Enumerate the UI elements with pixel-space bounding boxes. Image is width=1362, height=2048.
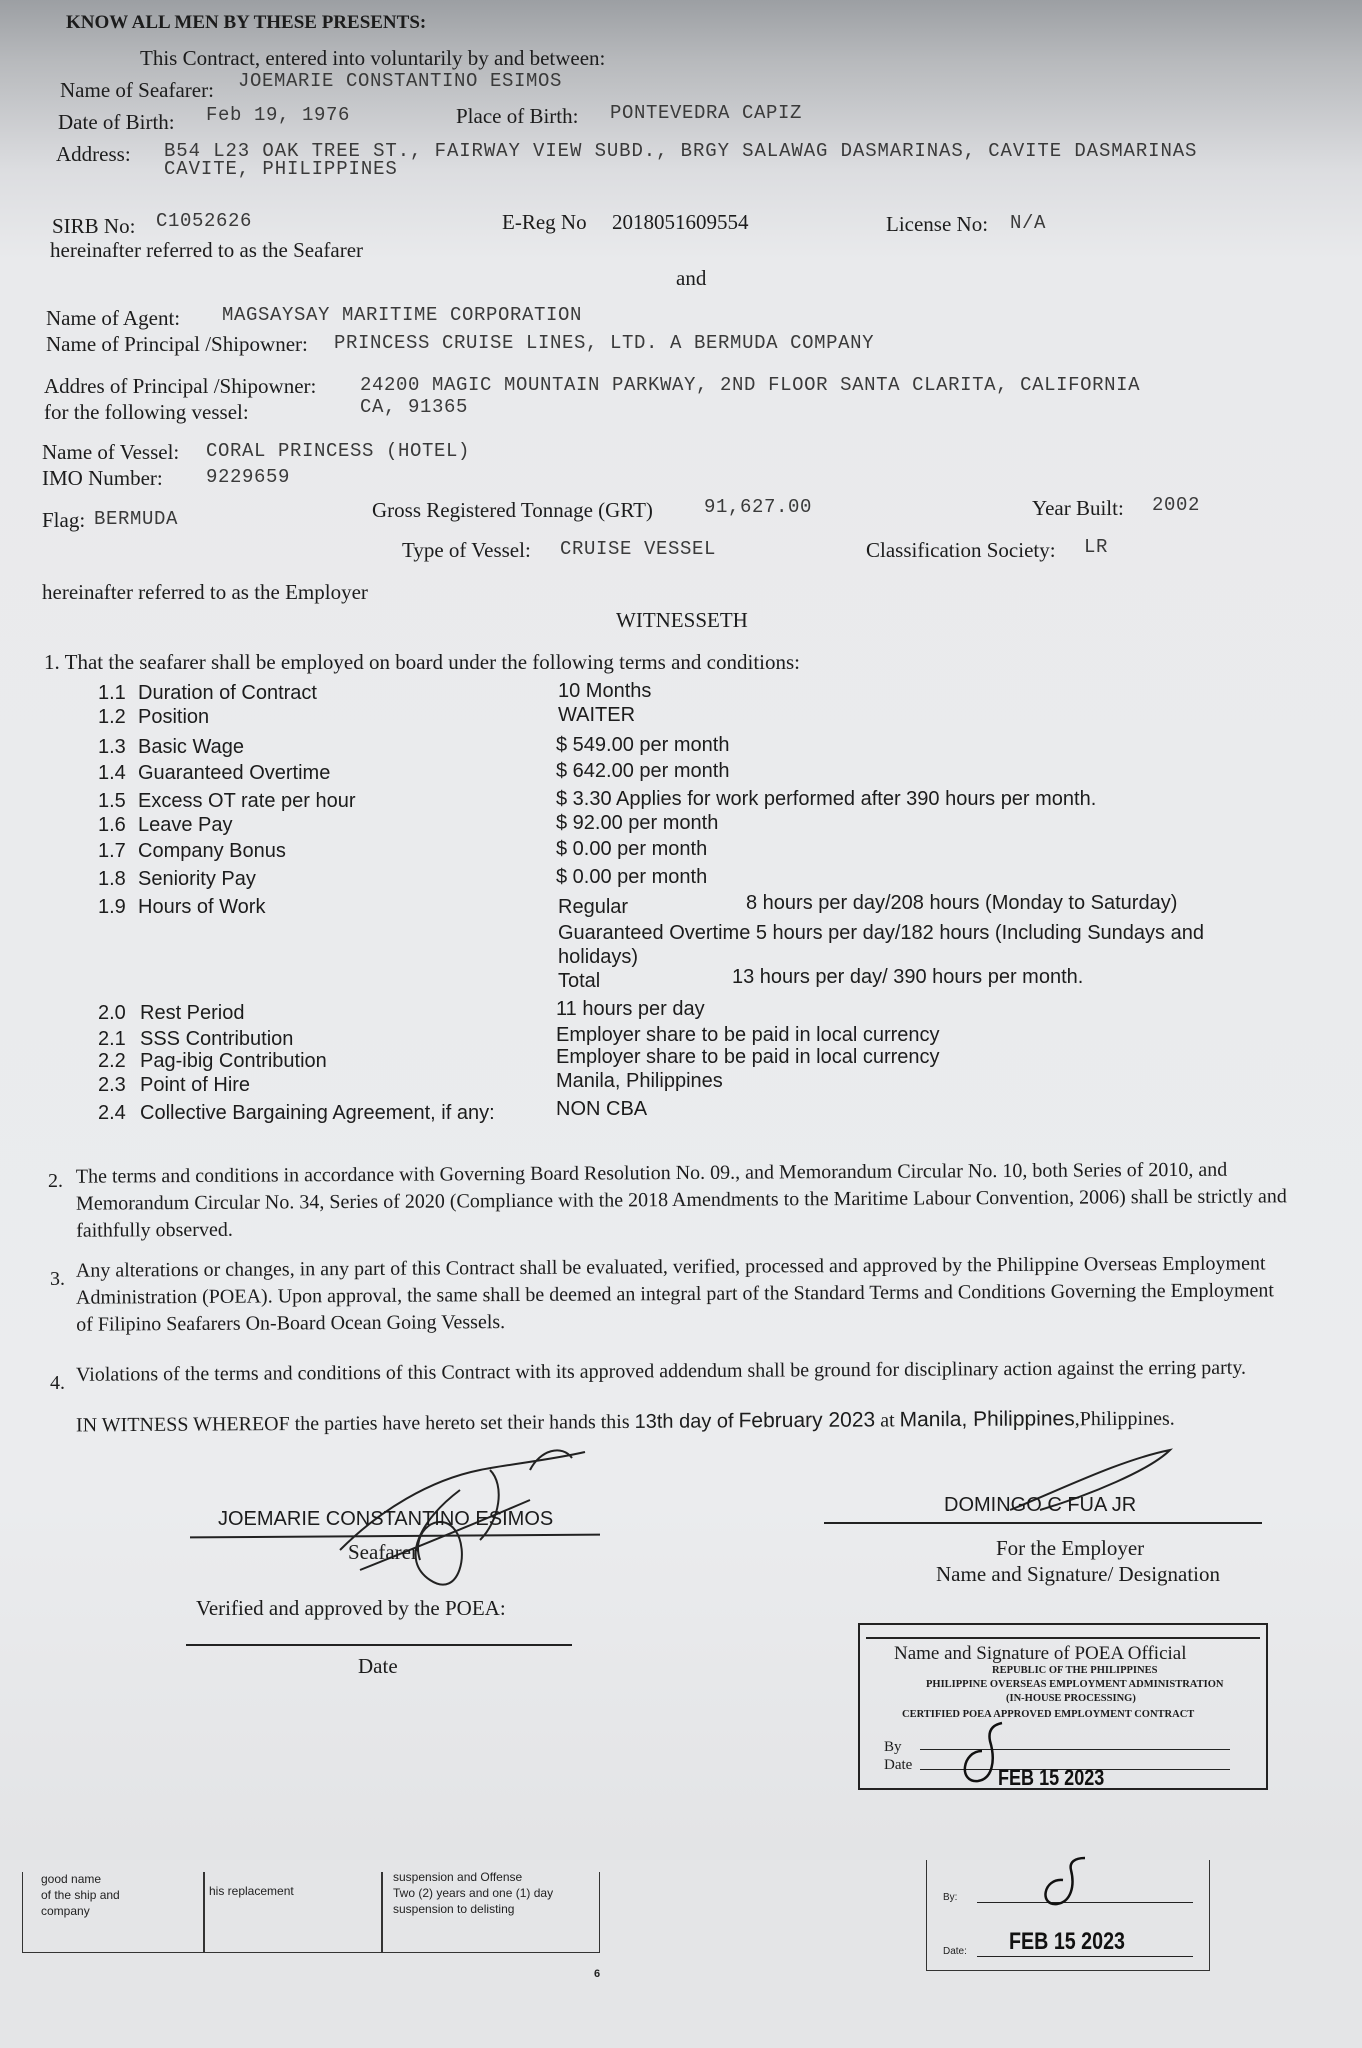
term-label: Collective Bargaining Agreement, if any: bbox=[140, 1102, 495, 1124]
term-label: Guaranteed Overtime bbox=[138, 762, 331, 784]
term-label: Company Bonus bbox=[138, 840, 286, 862]
underlying-table-fragment bbox=[22, 1872, 600, 1953]
term-number: 2.4 bbox=[98, 1102, 126, 1124]
witness-day: 13th day of bbox=[634, 1410, 734, 1433]
underlying-page bbox=[0, 1860, 1362, 2048]
term-label: Pag-ibig Contribution bbox=[140, 1050, 327, 1072]
classification-label: Classification Society: bbox=[866, 538, 1056, 562]
clause-4-number: 4. bbox=[50, 1372, 65, 1394]
under-by-label: By: bbox=[943, 1892, 958, 1903]
principal-value: PRINCESS CRUISE LINES, LTD. A BERMUDA COMPANY bbox=[334, 332, 875, 354]
term-label: SSS Contribution bbox=[140, 1028, 294, 1050]
term-number: 1.2 bbox=[98, 706, 126, 728]
employer-designation-caption: Name and Signature/ Designation bbox=[936, 1562, 1221, 1586]
term-value: $ 0.00 per month bbox=[556, 838, 708, 860]
agent-label: Name of Agent: bbox=[46, 306, 181, 330]
employer-referred: hereinafter referred to as the Employer bbox=[42, 580, 368, 604]
poea-verified-text: Verified and approved by the POEA: bbox=[196, 1596, 506, 1620]
term-label: Excess OT rate per hour bbox=[138, 790, 356, 812]
cell-2: his replacement bbox=[209, 1884, 294, 1898]
and-text: and bbox=[676, 266, 707, 290]
term-label: Position bbox=[138, 706, 210, 728]
sirb-label: SIRB No: bbox=[52, 214, 136, 238]
vessel-intro-label: for the following vessel: bbox=[44, 400, 249, 424]
term-number: 1.1 bbox=[98, 682, 126, 704]
under-initial bbox=[1033, 1856, 1093, 1912]
term-number: 1.9 bbox=[98, 896, 126, 918]
stamp-line-republic: REPUBLIC OF THE PHILIPPINES bbox=[992, 1665, 1158, 1676]
pob-label: Place of Birth: bbox=[456, 104, 579, 128]
term-value: Employer share to be paid in local currency bbox=[556, 1024, 940, 1046]
under-stamp-date: FEB 15 2023 bbox=[1009, 1928, 1125, 1955]
term-number: 2.2 bbox=[98, 1050, 126, 1072]
year-built-value: 2002 bbox=[1152, 494, 1201, 516]
stamp-by-label: By bbox=[884, 1739, 902, 1755]
address-line1: B54 L23 OAK TREE ST., FAIRWAY VIEW SUBD., BRGY SALAWAG DASMARINAS, CAVITE DASMARINAS bbox=[164, 140, 1198, 162]
principal-label: Name of Principal /Shipowner: bbox=[46, 332, 308, 356]
clause-2-text: The terms and conditions in accordance with Governing Board Resolution No. 09., and Memorandum Circular No. 10, both Series of 2010, and Memorandum Circular No. 34, Series of 2020 (Compliance with the 2018 Amendments to the Maritime Labour Convention, 2006) shall be strictly and faithfully observed. bbox=[75, 1158, 1287, 1242]
term-value: $ 92.00 per month bbox=[556, 812, 719, 834]
poea-date-line bbox=[186, 1644, 572, 1646]
intro-text: This Contract, entered into voluntarily by and between: bbox=[140, 46, 606, 70]
table-column-divider bbox=[381, 1872, 383, 1952]
clause-3-number: 3. bbox=[50, 1268, 65, 1290]
witness-place: Manila, Philippines bbox=[899, 1407, 1075, 1432]
imo-label: IMO Number: bbox=[42, 466, 163, 490]
poea-date-label: Date bbox=[358, 1654, 398, 1678]
stamp-date: FEB 15 2023 bbox=[998, 1765, 1105, 1790]
hours-total-value: 13 hours per day/ 390 hours per month. bbox=[732, 966, 1084, 988]
sirb-value: C1052626 bbox=[156, 210, 253, 232]
term-value: Employer share to be paid in local currency bbox=[556, 1046, 940, 1068]
under-date-label: Date: bbox=[943, 1946, 967, 1957]
cell-3-line-2: suspension to delisting bbox=[393, 1902, 515, 1916]
term-number: 1.6 bbox=[98, 814, 126, 836]
seafarer-referred: hereinafter referred to as the Seafarer bbox=[50, 238, 364, 262]
address-line2: CAVITE, PHILIPPINES bbox=[164, 158, 398, 180]
agent-value: MAGSAYSAY MARITIME CORPORATION bbox=[222, 304, 583, 326]
license-label: License No: bbox=[886, 212, 989, 236]
term-label: Hours of Work bbox=[138, 896, 266, 918]
hours-regular-label: Regular bbox=[558, 896, 629, 918]
term-value: WAITER bbox=[558, 704, 636, 726]
grt-label: Gross Registered Tonnage (GRT) bbox=[372, 498, 653, 522]
address-label: Address: bbox=[56, 142, 131, 166]
term-number: 1.8 bbox=[98, 868, 126, 890]
vessel-label: Name of Vessel: bbox=[42, 440, 180, 464]
witness-month-year: February 2023 bbox=[738, 1408, 876, 1433]
cell-1-line-2: of the ship and bbox=[41, 1888, 120, 1902]
term-value: $ 3.30 Applies for work performed after 390 hours per month. bbox=[556, 788, 1097, 810]
classification-value: LR bbox=[1084, 536, 1109, 558]
cell-3-line-1: Two (2) years and one (1) day bbox=[393, 1886, 554, 1900]
term-value: 10 Months bbox=[558, 680, 652, 702]
term-value: NON CBA bbox=[556, 1098, 648, 1120]
hours-guaranteed-line1: Guaranteed Overtime 5 hours per day/182 hours (Including Sundays and bbox=[558, 922, 1204, 944]
seafarer-role: Seafarer bbox=[348, 1540, 418, 1564]
grt-value: 91,627.00 bbox=[704, 496, 813, 518]
poea-stamp-box bbox=[858, 1623, 1268, 1790]
page-number: 6 bbox=[594, 1968, 601, 1980]
clause-4-text: Violations of the terms and conditions of this Contract with its approved addendum shall be ground for disciplinary action against the erring party. bbox=[75, 1356, 1247, 1386]
stamp-date-label: Date bbox=[884, 1757, 913, 1773]
term-number: 2.1 bbox=[98, 1028, 126, 1050]
witness-suffix: ,Philippines. bbox=[1074, 1407, 1175, 1431]
term-label: Leave Pay bbox=[138, 814, 233, 836]
clause-1: 1. That the seafarer shall be employed on board under the following terms and conditions: bbox=[44, 650, 800, 674]
clause-3-text: Any alterations or changes, in any part of this Contract shall be evaluated, verified, processed and approved by the Philippine Overseas Employment Administration (POEA). Upon approval, the same shall be deemed an integral part of the Standard Terms and Conditions Governing the Employment of Filipino Seafarers On-Board Ocean Going Vessels. bbox=[75, 1252, 1275, 1336]
ereg-value: 2018051609554 bbox=[612, 210, 749, 234]
flag-value: BERMUDA bbox=[94, 508, 179, 530]
under-date-line bbox=[977, 1956, 1193, 1957]
term-number: 1.7 bbox=[98, 840, 126, 862]
pob-value: PONTEVEDRA CAPIZ bbox=[610, 102, 803, 124]
vessel-value: CORAL PRINCESS (HOTEL) bbox=[206, 440, 471, 462]
stamp-line-poea: PHILIPPINE OVERSEAS EMPLOYMENT ADMINISTRATION bbox=[926, 1679, 1224, 1690]
witnesseth-heading: WITNESSETH bbox=[616, 608, 748, 632]
cell-1-line-1: good name bbox=[41, 1872, 102, 1886]
seafarer-name-label: Name of Seafarer: bbox=[60, 78, 214, 102]
employer-signatory-name: DOMINGO C FUA JR bbox=[944, 1494, 1137, 1516]
cell-1-line-3: company bbox=[41, 1904, 90, 1918]
stamp-line-inhouse: (IN-HOUSE PROCESSING) bbox=[1006, 1693, 1136, 1704]
term-number: 2.0 bbox=[98, 1002, 126, 1024]
term-label: Rest Period bbox=[140, 1002, 245, 1024]
hours-guaranteed-line2: holidays) bbox=[558, 946, 639, 968]
dob-label: Date of Birth: bbox=[58, 110, 175, 134]
cell-3-line-0: suspension and Offense bbox=[393, 1870, 523, 1884]
principal-address-line1: 24200 MAGIC MOUNTAIN PARKWAY, 2ND FLOOR SANTA CLARITA, CALIFORNIA bbox=[360, 374, 1141, 396]
hours-total-label: Total bbox=[558, 970, 601, 992]
license-value: N/A bbox=[1010, 212, 1047, 234]
term-value: $ 642.00 per month bbox=[556, 760, 730, 782]
ereg-label: E-Reg No bbox=[502, 210, 587, 234]
vessel-type-value: CRUISE VESSEL bbox=[560, 538, 717, 560]
imo-value: 9229659 bbox=[206, 466, 291, 488]
term-value: $ 0.00 per month bbox=[556, 866, 708, 888]
witness-at: at bbox=[880, 1409, 895, 1432]
hours-regular-value: 8 hours per day/208 hours (Monday to Saturday) bbox=[746, 892, 1178, 914]
clause-2-number: 2. bbox=[48, 1170, 63, 1192]
seafarer-signatory-name: JOEMARIE CONSTANTINO ESIMOS bbox=[218, 1508, 554, 1530]
term-number: 2.3 bbox=[98, 1074, 126, 1096]
term-label: Basic Wage bbox=[138, 736, 244, 758]
term-number: 1.5 bbox=[98, 790, 126, 812]
year-built-label: Year Built: bbox=[1032, 496, 1124, 520]
term-label: Duration of Contract bbox=[138, 682, 317, 704]
principal-address-label: Addres of Principal /Shipowner: bbox=[44, 374, 317, 398]
principal-address-line2: CA, 91365 bbox=[360, 396, 469, 418]
underlying-stamp-fragment bbox=[926, 1860, 1210, 1971]
stamp-top-rule bbox=[866, 1637, 1260, 1639]
poea-official-title: Name and Signature of POEA Official bbox=[894, 1643, 1187, 1664]
witness-prefix: IN WITNESS WHEREOF the parties have hereto set their hands this bbox=[75, 1410, 630, 1437]
vessel-type-label: Type of Vessel: bbox=[402, 538, 531, 562]
employer-role: For the Employer bbox=[996, 1536, 1145, 1560]
witness-line bbox=[76, 1407, 1175, 1438]
term-number: 1.4 bbox=[98, 762, 126, 784]
dob-value: Feb 19, 1976 bbox=[206, 104, 351, 126]
term-value: Manila, Philippines bbox=[556, 1070, 723, 1092]
term-value: $ 549.00 per month bbox=[556, 734, 730, 756]
term-label: Seniority Pay bbox=[138, 868, 256, 890]
document-title: KNOW ALL MEN BY THESE PRESENTS: bbox=[66, 12, 427, 33]
term-label: Point of Hire bbox=[140, 1074, 251, 1096]
term-value: 11 hours per day bbox=[556, 998, 705, 1020]
seafarer-name: JOEMARIE CONSTANTINO ESIMOS bbox=[238, 70, 563, 92]
stamp-line-certified: CERTIFIED POEA APPROVED EMPLOYMENT CONTRACT bbox=[902, 1709, 1195, 1720]
flag-label: Flag: bbox=[42, 508, 86, 532]
employer-signature-line bbox=[824, 1522, 1262, 1524]
term-number: 1.3 bbox=[98, 736, 126, 758]
table-column-divider bbox=[203, 1872, 205, 1952]
